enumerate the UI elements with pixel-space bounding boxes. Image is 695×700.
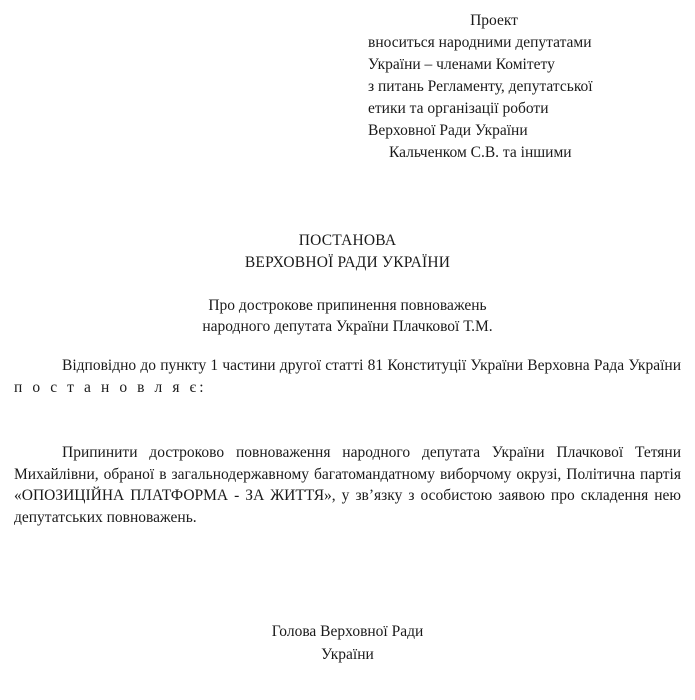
document-body [14,355,681,528]
subtitle-line-1: Про дострокове припинення повноважень [208,297,487,314]
paragraph-legal-basis-resolves: п о с т а н о в л я є: [14,378,207,396]
header-addressee-block [368,10,668,164]
signature-line-country: України [321,646,374,663]
signature-line-title: Голова Верховної Ради [271,623,424,640]
subtitle-line-2: народного депутата України Плачкової Т.М. [202,318,493,335]
document-subtitle [0,295,695,337]
paragraph-legal-basis-text: Відповідно до пункту 1 частини другої статті 81 Конституції України Верховна Рада України [62,357,681,374]
header-line-committee-members: України – членами Комітету [368,56,555,73]
header-line-submitted-by: вноситься народними депутатами [368,34,592,51]
document-title [0,230,695,274]
title-line-postanova: ПОСТАНОВА [298,232,397,249]
paragraph-legal-basis [14,355,681,398]
signature-block [0,620,695,666]
header-line-ethics: етики та організації роботи [368,100,549,117]
paragraph-resolution: Припинити достроково повноваження народного депутата України Плачкової Тетяни Михайлівни, обраної в загальнодержавному багатомандатному виборчому окрузі, Політична партія «ОПОЗИЦІЙНА ПЛАТФОРМА - ЗА ЖИТТЯ», у зв’язку з особистою заявою про складення нею депутатських повноважень. [14,444,681,526]
header-line-verkhovna-rada: Верховної Ради України [368,122,528,139]
header-line-draft-label: Проект [470,12,518,29]
title-line-verkhovna-rada: ВЕРХОВНОЇ РАДИ УКРАЇНИ [244,254,451,271]
header-line-author-name: Кальченком С.В. та іншими [389,144,572,161]
header-line-regulations: з питань Регламенту, депутатської [368,78,593,95]
